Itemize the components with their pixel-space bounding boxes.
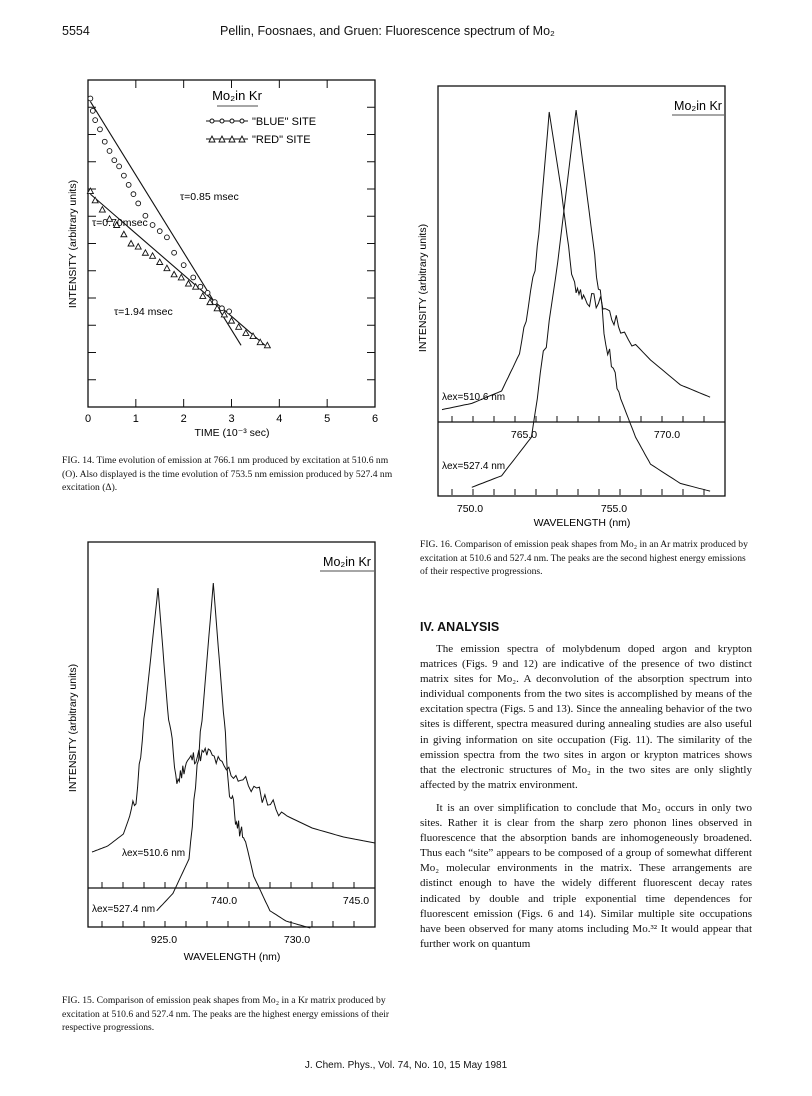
fig16-caption: FIG. 16. Comparison of emission peak shapes from Mo₂ in an Ar matrix produced by excitation at 510.6 and 527.4 nm. The peaks are the second highest energy emissions of their respective progressions.: [420, 539, 748, 578]
fig14-blue-point: [157, 229, 162, 234]
fig14-x-tick-label: 1: [132, 413, 139, 425]
fig14-red-point: [99, 207, 105, 213]
paragraph-2: It is an over simplification to conclude that Mo₂ occurs in only two sites. Rather it is clear from the sharp zero phonon lines observed in fluorescence that the absorption bands are inhomogeneously broadened. Thus each “site” appears to be composed of a group of somewhat different Mo₂ molecular environments in the matrix. These arrangements are distinct enough to have the widely different fluorescent decay rates indicated by double and triple exponential time dependences for fluorescent emission (Figs. 6 and 14). Similar multiple site occupations have been observed for many atoms including Mo.³² It would appear that further work on quantum: [420, 801, 752, 950]
page-number: 5554: [62, 24, 90, 38]
fig14-x-tick-label: 4: [276, 413, 283, 425]
fig14-red-point: [250, 333, 256, 339]
fig14-x-tick-label: 3: [228, 413, 235, 425]
fig14-red-point: [135, 244, 141, 250]
fig14-legend-red: "RED" SITE: [252, 134, 311, 146]
fig14-blue-point: [112, 158, 117, 163]
fig16-label: Mo₂in Kr: [674, 99, 722, 113]
fig16-lex2: λex=527.4 nm: [442, 461, 506, 472]
fig14-x-tick-label: 0: [84, 413, 92, 425]
fig16-ticks: [452, 416, 725, 495]
fig15-series-527: [157, 583, 311, 928]
fig14-plot: [62, 68, 402, 448]
fig16-series-510: [442, 112, 710, 410]
fig14-red-point: [157, 259, 163, 265]
fig16-tick-750: 750.0: [456, 503, 484, 515]
fig16-lex1: λex=510.6 nm: [442, 392, 506, 403]
fig14-legend-red-marker: [206, 136, 248, 142]
fig14-legend-blue-marker: [206, 119, 248, 123]
fig15-caption: FIG. 15. Comparison of emission peak shapes from Mo₂ in a Kr matrix produced by excitation at 510.6 and 527.4 nm. The peaks are the highest energy emissions of their respective progressions.: [62, 995, 390, 1034]
fig14-blue-point: [98, 127, 103, 132]
fig14-blue-point: [117, 164, 122, 169]
fig14-x-tick-label: 5: [324, 413, 331, 425]
fig14-blue-series: [88, 96, 232, 314]
fig14-blue-point: [198, 284, 203, 289]
fig14-x-tick-label: 2: [180, 413, 187, 425]
fig14-blue-point: [121, 173, 126, 178]
fig14-blue-point: [90, 108, 95, 113]
fig15-series-510: [92, 588, 375, 852]
fig14-blue-point: [181, 263, 186, 268]
fig14-x-tick-label: 6: [371, 413, 379, 425]
fig14-annotation-194: τ=1.94 msec: [114, 306, 173, 318]
fig14-red-point: [264, 342, 270, 348]
fig14-legend-blue: "BLUE" SITE: [252, 116, 317, 128]
fig14-blue-point: [126, 182, 131, 187]
fig16-xlabel: WAVELENGTH (nm): [533, 517, 631, 529]
fig14-blue-point: [212, 300, 217, 305]
fig14-red-series: [87, 188, 270, 348]
fig15-lex1: λex=510.6 nm: [122, 848, 186, 859]
fig14-blue-point: [227, 309, 232, 314]
fig14-blue-point: [88, 96, 93, 101]
fig15-tick-740: 740.0: [210, 895, 238, 907]
fig14-blue-point: [93, 118, 98, 123]
fig15-ylabel: INTENSITY (arbitrary units): [67, 663, 79, 793]
fig15-tick-730: 730.0: [283, 934, 311, 946]
fig15-label: Mo₂in Kr: [323, 555, 371, 569]
fig16-tick-755: 755.0: [600, 503, 628, 515]
fig14-xlabel: TIME (10⁻³ sec): [194, 427, 270, 439]
fig14-blue-point: [102, 139, 107, 144]
fig14-blue-point: [131, 192, 136, 197]
paragraph-1: The emission spectra of molybdenum doped argon and krypton matrices (Figs. 9 and 12) are indicative of the presence of two distinct matrix sites for Mo₂. A deconvolution of the absorption spectrum into individual components from the two sites is accomplished by means of the excitation spectra (Figs. 5 and 13). Since the annealing behavior of the two sites is different, spectra measured during annealing studies are also useful in giving information on site occupation (Fig. 11). The similarity of the emission spectra from the two sites in argon or krypton matrices shows that the electronic structures of Mo₂ in the two sites are only slightly affected by the matrix environment.: [420, 643, 752, 791]
fig14-blue-point: [172, 250, 177, 255]
fig14-ylabel: INTENSITY (arbitrary units): [67, 179, 79, 309]
journal-footer: J. Chem. Phys., Vol. 74, No. 10, 15 May 1981: [304, 1060, 508, 1071]
fig14-red-point: [128, 241, 134, 247]
fig14-red-point: [121, 231, 127, 237]
fig15-frame: [88, 542, 375, 927]
fig14-annotation-070: τ=0.70msec: [92, 217, 148, 229]
fig15-lex2: λex=527.4 nm: [92, 904, 156, 915]
fig14-blue-point: [191, 275, 196, 280]
fig14-red-point: [142, 250, 148, 256]
fig14-blue-point: [107, 149, 112, 154]
fig15-tick-745: 745.0: [342, 895, 370, 907]
fig14-legend-title: Mo₂in Kr: [212, 88, 262, 103]
fig14-blue-point: [205, 290, 210, 295]
fig16-tick-765: 765.0: [510, 429, 538, 441]
fig14-red-point: [171, 271, 177, 277]
running-title: Pellin, Foosnaes, and Gruen: Fluorescence spectrum of Mo₂: [220, 24, 555, 38]
fig16-plot: [412, 82, 742, 532]
fig14-blue-point: [150, 223, 155, 228]
fig14-x-ticks: [85, 80, 378, 425]
fig15-tick-925: 925.0: [150, 934, 178, 946]
fig14-annotation-085: τ=0.85 msec: [180, 191, 239, 203]
fig14-red-point: [164, 265, 170, 271]
fig15-xlabel: WAVELENGTH (nm): [183, 951, 281, 963]
fig16-ylabel: INTENSITY (arbitrary units): [417, 223, 429, 353]
fig16-frame: [438, 86, 725, 496]
fig14-red-point: [150, 253, 156, 259]
fig14-blue-point: [165, 235, 170, 240]
section-heading: IV. ANALYSIS: [420, 620, 500, 634]
fig15-plot: [62, 536, 392, 976]
fig16-tick-770: 770.0: [653, 429, 681, 441]
fig14-caption: FIG. 14. Time evolution of emission at 766.1 nm produced by excitation at 510.6 nm (O). Also displayed is the time evolution of 753.5 nm emission produced by 527.4 nm excitation (Δ).: [62, 455, 393, 494]
fig14-blue-point: [220, 306, 225, 311]
fig14-blue-point: [136, 201, 141, 206]
section-body: [420, 642, 752, 952]
